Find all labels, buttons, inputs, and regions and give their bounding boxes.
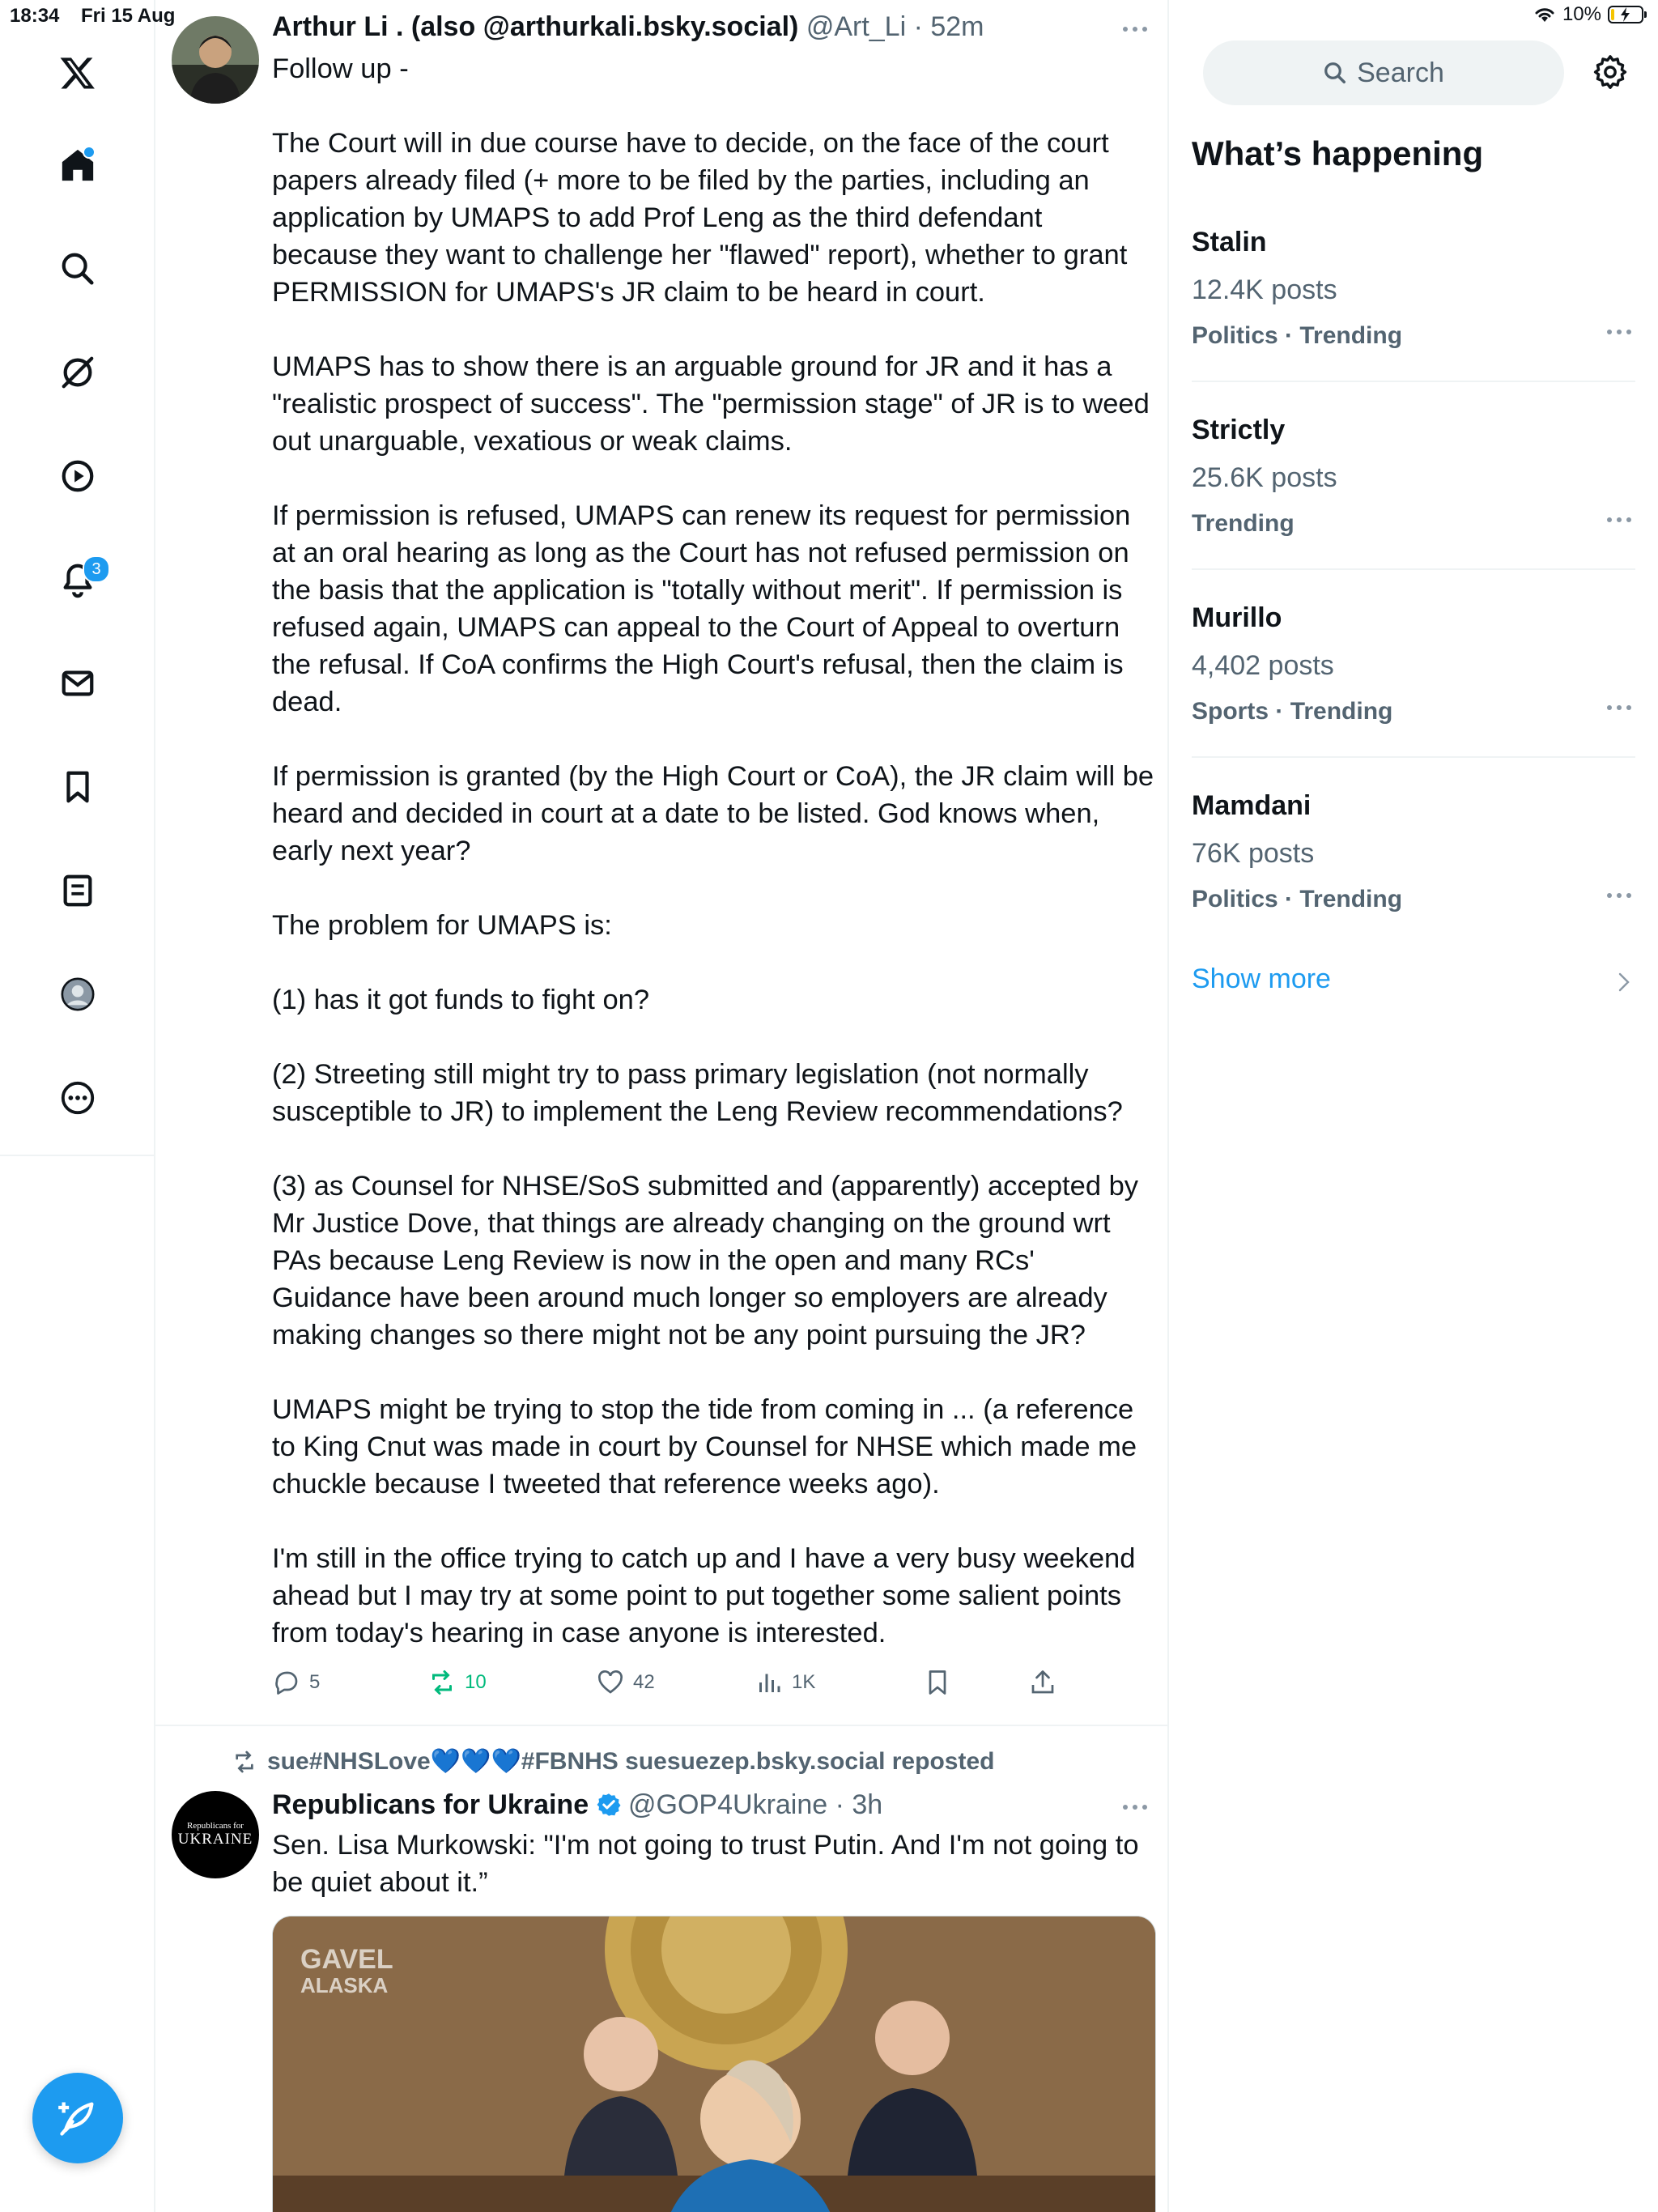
battery-fill <box>1611 9 1614 20</box>
media-watermark-line1: GAVEL <box>300 1944 393 1975</box>
battery-percent: 10% <box>1562 3 1601 25</box>
x-logo-icon[interactable] <box>52 47 104 99</box>
like-count: 42 <box>633 1671 655 1693</box>
battery-tip <box>1644 11 1647 18</box>
bookmark-button[interactable] <box>923 1668 952 1697</box>
trend-name: Strictly <box>1192 415 1286 445</box>
tweet-paragraph: UMAPS has to show there is an arguable ground for JR and it has a "realistic prospect of success". The "permission stage" of JR is to weed out unarguable, vexatious or weak claims. <box>272 351 1150 457</box>
heart-icon <box>596 1668 625 1697</box>
repost-context[interactable] <box>232 1747 994 1776</box>
trend-count: 76K posts <box>1192 838 1315 869</box>
trend-category: Politics <box>1192 886 1278 912</box>
trend-count: 25.6K posts <box>1192 462 1337 493</box>
repost-context-text: sue#NHSLove💙💙💙#FBNHS suesuezep.bsky.social reposted <box>267 1748 995 1775</box>
trend-more-icon[interactable] <box>1603 512 1635 528</box>
trend-context: Sports · Trending <box>1192 698 1393 725</box>
tweet-paragraph: (2) Streeting still might try to pass primary legislation (not normally susceptible to JR) to implement the Leng Review recommendations? <box>272 1059 1123 1127</box>
trend-name: Stalin <box>1192 227 1267 257</box>
trend-category: Sports <box>1192 698 1269 725</box>
repost-icon <box>232 1749 257 1775</box>
left-nav <box>0 0 155 2212</box>
reply-button[interactable] <box>272 1668 320 1697</box>
share-icon <box>1028 1668 1057 1697</box>
status-bar <box>0 0 1658 32</box>
repost-icon <box>427 1668 457 1697</box>
status-date: Fri 15 Aug <box>81 5 176 27</box>
whats-happening-title: What’s happening <box>1192 134 1484 172</box>
trend-context <box>1192 510 1635 538</box>
bookmark-icon <box>923 1668 952 1697</box>
status-time: 18:34 <box>10 5 60 27</box>
reply-icon <box>272 1668 301 1697</box>
author-handle-time[interactable]: @Art_Li · 52m <box>806 11 984 42</box>
repost-button[interactable] <box>427 1668 487 1697</box>
battery-icon <box>1608 6 1643 23</box>
like-button[interactable] <box>596 1668 655 1697</box>
tweet-paragraph: If permission is granted (by the High Court or CoA), the JR claim will be heard and decided in court at a date to be listed. God knows when, early next year? <box>272 761 1154 866</box>
views-button[interactable] <box>755 1668 815 1697</box>
tweet-paragraph: The Court will in due course have to decide, on the face of the court papers already filed (+ more to be filed by the parties, including an application by UMAPS to add Prof Leng as the third defendant because they want to challenge her "flawed" report), whether to grant PERMISSION for UMAPS's JR claim to be heard in court. <box>272 128 1128 308</box>
charging-bolt-icon <box>1619 7 1632 22</box>
trend-label: Trending <box>1192 510 1295 537</box>
compose-post-button[interactable] <box>32 2073 123 2163</box>
grok-icon[interactable] <box>52 347 104 398</box>
tweet-paragraph: If permission is refused, UMAPS can renew its request for permission at an oral hearing as long as the Court has not refused permission on the basis that the application is "totally without merit". If permission is refused again, UMAPS can appeal to the Court of Appeal to overturn the refusal. If CoA confirms the High Court's refusal, then the claim is dead. <box>272 500 1131 717</box>
notifications-icon[interactable] <box>52 554 104 606</box>
search-placeholder: Search <box>1357 57 1444 88</box>
tweet-video[interactable] <box>272 1916 1156 2212</box>
gear-icon[interactable] <box>1592 53 1629 91</box>
trend-name: Murillo <box>1192 602 1282 633</box>
media-watermark-line2: ALASKA <box>300 1973 389 1997</box>
tweet-text <box>272 50 1154 1652</box>
notifications-badge: 3 <box>83 555 110 583</box>
right-sidebar <box>1169 0 1658 2212</box>
trend-item[interactable] <box>1192 790 1635 913</box>
tweet-paragraph: (1) has it got funds to fight on? <box>272 985 650 1015</box>
author-name[interactable]: Arthur Li . (also @arthurkali.bsky.social) <box>272 11 799 42</box>
rfu-avatar[interactable] <box>172 1791 259 1878</box>
trend-name: Mamdani <box>1192 790 1312 821</box>
tweet-header <box>272 1789 882 1821</box>
rfu-avatar-big-text: UKRAINE <box>177 1831 253 1848</box>
trend-divider <box>1192 381 1635 382</box>
rfu-avatar-small-text: Republicans for <box>187 1821 244 1831</box>
tweet-paragraph: Follow up - <box>272 53 409 84</box>
video-icon[interactable] <box>52 450 104 502</box>
author-name[interactable]: Republicans for Ukraine <box>272 1789 589 1820</box>
trend-item[interactable] <box>1192 227 1635 350</box>
share-button[interactable] <box>1028 1668 1057 1697</box>
views-count: 1K <box>792 1671 816 1693</box>
nav-divider <box>0 1155 155 1156</box>
timeline <box>155 0 1169 2212</box>
new-posts-dot <box>83 146 96 159</box>
trend-more-icon[interactable] <box>1603 324 1635 340</box>
trend-context: Politics · Trending <box>1192 322 1403 349</box>
tweet-actions <box>272 1668 1082 1708</box>
trend-label: Trending <box>1299 886 1403 912</box>
tweet-paragraph: (3) as Counsel for NHSE/SoS submitted and (apparently) accepted by Mr Justice Dove, that things are already changing on the ground wrt PAs because Leng Review is now in the open and many RCs' Guidance have been around much longer so employers are already making changes so there might not be any point pursuing the JR? <box>272 1171 1139 1351</box>
messages-icon[interactable] <box>52 657 104 709</box>
trend-divider <box>1192 568 1635 570</box>
bookmarks-icon[interactable] <box>52 761 104 813</box>
home-icon[interactable] <box>52 139 104 191</box>
lists-icon[interactable] <box>52 865 104 917</box>
more-options-icon[interactable] <box>52 1072 104 1124</box>
tweet-paragraph: I'm still in the office trying to catch up and I have a very busy weekend ahead but I may try at some point to put together some salient points from today's hearing in case anyone is interested. <box>272 1543 1136 1648</box>
reply-count: 5 <box>309 1671 321 1693</box>
trend-label: Trending <box>1290 698 1393 725</box>
show-more-link[interactable]: Show more <box>1192 963 1331 994</box>
tweet-more-icon[interactable] <box>1119 1799 1151 1815</box>
tweet-paragraph: UMAPS might be trying to stop the tide from coming in ... (a reference to King Cnut was made in court by Counsel for NHSE which made me chuckle because I tweeted that reference weeks ago). <box>272 1394 1137 1499</box>
verified-badge-icon[interactable] <box>597 1793 621 1817</box>
tweet-text <box>272 1827 1154 1901</box>
compose-feather-icon <box>57 2097 99 2139</box>
profile-icon[interactable] <box>52 968 104 1020</box>
trend-more-icon[interactable] <box>1603 700 1635 716</box>
trend-count: 4,402 posts <box>1192 650 1334 681</box>
tweet-paragraph: The problem for UMAPS is: <box>272 910 612 941</box>
repost-count: 10 <box>465 1671 487 1693</box>
trend-item[interactable] <box>1192 602 1635 725</box>
trend-count: 12.4K posts <box>1192 274 1337 305</box>
trend-divider <box>1192 756 1635 758</box>
search-input[interactable] <box>1203 40 1564 105</box>
search-icon <box>1323 61 1347 85</box>
trend-item[interactable] <box>1192 415 1635 538</box>
trend-context: Politics · Trending <box>1192 886 1403 912</box>
wifi-icon <box>1533 6 1556 23</box>
tweet-paragraph: Sen. Lisa Murkowski: "I'm not going to trust Putin. And I'm not going to be quiet about it.” <box>272 1830 1139 1898</box>
trend-more-icon[interactable] <box>1603 887 1635 904</box>
views-icon <box>755 1668 784 1697</box>
status-right <box>1533 3 1643 26</box>
search-explore-icon[interactable] <box>52 243 104 295</box>
trend-category: Politics <box>1192 322 1278 349</box>
tweet-divider <box>155 1725 1169 1726</box>
video-thumbnail <box>273 1916 1155 2212</box>
author-handle-time[interactable]: @GOP4Ukraine · 3h <box>628 1789 883 1820</box>
trend-label: Trending <box>1299 322 1403 349</box>
chevron-right-icon[interactable] <box>1616 970 1632 994</box>
